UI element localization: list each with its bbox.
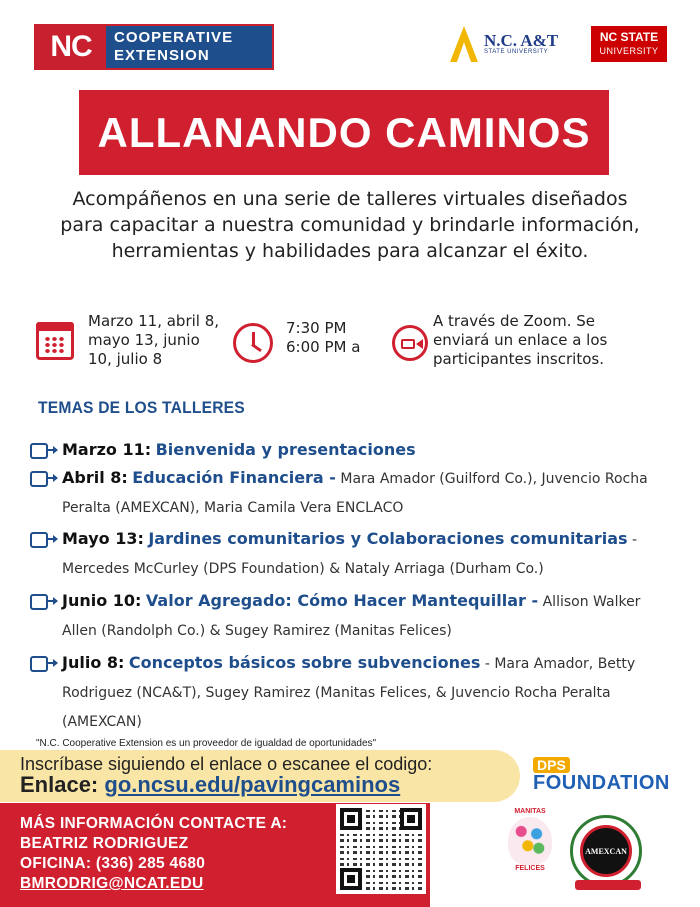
workshop-presenters: Allison Walker Allen (Randolph Co.) & Sugey Ramirez (Manitas Felices): [62, 594, 641, 639]
monitor-icon: [30, 594, 48, 610]
workshop-topic: Conceptos básicos sobre subvenciones: [128, 653, 481, 672]
monitor-icon: [30, 443, 48, 459]
workshop-topic: Educación Financiera -: [132, 468, 336, 487]
workshop-topic: Bienvenida y presentaciones: [155, 440, 416, 459]
location-text: A través de Zoom. Se enviará un enlace a los participantes inscritos.: [433, 312, 608, 368]
contact-name: BEATRIZ RODRIGUEZ: [20, 835, 189, 852]
workshop-date: Marzo 11:: [62, 440, 152, 459]
nc-logo-text: [106, 26, 272, 68]
clock-icon: [233, 323, 273, 363]
ncat-logo-text: [484, 33, 558, 55]
ncat-logo: [450, 26, 558, 62]
amexcan-text: AMEXCAN: [580, 825, 632, 877]
dps-foundation-text: FOUNDATION: [533, 772, 670, 794]
contact-heading: MÁS INFORMACIÓN CONTACTE A:: [20, 815, 288, 832]
contact-phone: OFICINA: (336) 285 4680: [20, 855, 206, 872]
workshop-topic: Jardines comunitarios y Colaboraciones comunitarias: [148, 529, 628, 548]
signup-link-row: [20, 772, 400, 798]
workshop-presenters: Mara Amador (Guilford Co.), Juvencio Rocha Peralta (AMEXCAN), Maria Camila Vera ENCLACO: [62, 471, 648, 516]
monitor-icon: [30, 532, 48, 548]
dates-text: Marzo 11, abril 8, mayo 13, junio 10, julio 8: [88, 312, 220, 368]
workshop-item: [30, 650, 675, 737]
ncat-sub: STATE UNIVERSITY: [484, 49, 549, 55]
nc-cooperative-extension-logo: [34, 24, 274, 70]
contact-info: [20, 814, 287, 894]
dps-foundation-logo: [533, 755, 670, 795]
equal-opportunity-disclaimer: "N.C. Cooperative Extension es un proveedor de igualdad de oportunidades": [36, 738, 377, 749]
dps-mark: DPS: [533, 757, 570, 773]
aggie-icon: [450, 26, 478, 62]
ncstate-line2: UNIVERSITY: [599, 46, 659, 56]
qr-code[interactable]: [336, 804, 426, 894]
monitor-icon: [30, 471, 48, 487]
workshop-topic: Valor Agregado: Cómo Hacer Mantequillar -: [145, 591, 539, 610]
manitas-top-text: MANITAS: [514, 808, 546, 815]
manitas-felices-logo: [505, 808, 555, 872]
registration-link[interactable]: go.ncsu.edu/pavingcaminos: [104, 772, 401, 797]
monitor-icon: [30, 656, 48, 672]
qr-finder-pattern: [340, 868, 362, 890]
section-title: TEMAS DE LOS TALLERES: [38, 398, 245, 417]
ncstate-logo: [591, 26, 667, 62]
workshop-item: [30, 437, 675, 466]
nc-logo-line2: EXTENSION: [114, 47, 210, 64]
manitas-bottom-text: FELICES: [515, 865, 545, 872]
link-label: Enlace:: [20, 772, 99, 797]
workshop-item: [30, 588, 675, 646]
nc-logo-mark: NC: [36, 26, 106, 68]
qr-finder-pattern: [400, 808, 422, 830]
intro-text: Acompáñenos en una serie de talleres virtuales diseñados para capacitar a nuestra comunidad y brindarle información, herramientas y habilidades para alcanzar el éxito.: [60, 188, 640, 262]
workshop-date: Junio 10:: [62, 591, 142, 610]
signup-text: Inscríbase siguiendo el enlace o escanee el codigo:: [20, 754, 433, 774]
time-line1: 7:30 PM: [286, 319, 347, 337]
amexcan-logo: [570, 815, 642, 887]
workshop-item: [30, 526, 675, 584]
workshop-date: Julio 8:: [62, 653, 125, 672]
ncat-name: N.C. A&T: [484, 31, 559, 50]
time-line2: 6:00 PM a: [286, 338, 361, 356]
amexcan-ribbon: [575, 880, 641, 890]
time-text: [286, 319, 381, 357]
workshop-presenters: - Mara Amador, Betty Rodriguez (NCA&T), Sugey Ramirez (Manitas Felices, & Juvencio Rocha Peralta (AMEXCAN): [62, 656, 636, 730]
contact-email[interactable]: BMRODRIG@NCAT.EDU: [20, 875, 204, 892]
workshop-date: Mayo 13:: [62, 529, 144, 548]
ncstate-line1: NC STATE: [599, 30, 659, 44]
workshop-item: [30, 465, 675, 523]
calendar-icon: [36, 322, 74, 360]
qr-finder-pattern: [340, 808, 362, 830]
workshop-presenters: - Mercedes McCurley (DPS Foundation) & Nataly Arriaga (Durham Co.): [62, 532, 638, 577]
nc-logo-line1: COOPERATIVE: [114, 29, 234, 46]
workshop-date: Abril 8:: [62, 468, 128, 487]
page-title: ALLANANDO CAMINOS: [79, 90, 609, 175]
video-camera-icon: [392, 325, 428, 361]
handprint-tree-icon: [508, 817, 552, 865]
